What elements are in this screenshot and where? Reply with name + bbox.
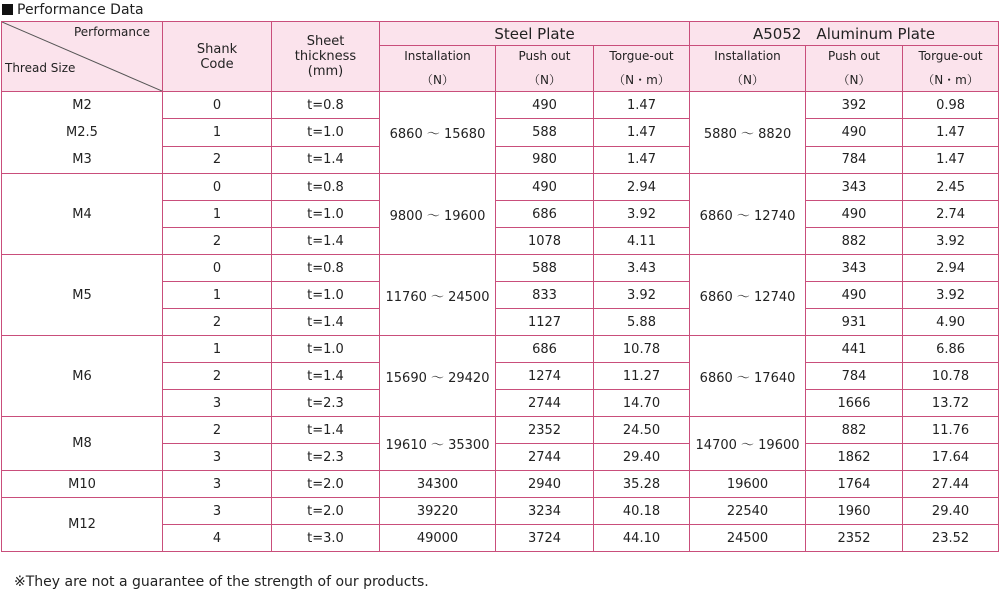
steel-push-out-cell: 588 [496, 255, 594, 282]
steel-push-out-cell: 2744 [496, 444, 594, 471]
steel-push-out-cell: 980 [496, 146, 594, 173]
shank-code-cell: 0 [163, 174, 272, 201]
steel-torque-out-cell: 14.70 [594, 390, 690, 417]
thread-size-cell: M10 [2, 471, 163, 498]
table-row [2, 417, 999, 444]
steel-torque-out-label: Torgue-out [609, 48, 674, 63]
aluminum-push-out-cell: 490 [806, 201, 903, 228]
aluminum-installation-cell: 5880 ～ 8820 [690, 92, 806, 174]
steel-push-out-cell: 490 [496, 92, 594, 119]
aluminum-plate-header: A5052 Aluminum Plate [690, 22, 999, 46]
steel-torque-out-cell: 1.47 [594, 146, 690, 173]
steel-torque-out-unit: （N・m） [613, 73, 670, 87]
steel-torque-out-cell: 44.10 [594, 525, 690, 552]
steel-push-out-cell: 833 [496, 282, 594, 309]
section-title [2, 1, 144, 19]
aluminum-torque-out-cell: 3.92 [903, 282, 999, 309]
shank-code-header: Shank Code [163, 22, 272, 92]
aluminum-torque-out-cell: 3.92 [903, 228, 999, 255]
steel-installation-cell: 49000 [380, 525, 496, 552]
steel-push-out-cell: 3724 [496, 525, 594, 552]
sheet-thickness-cell: t=2.3 [272, 390, 380, 417]
aluminum-installation-header [690, 46, 806, 92]
aluminum-installation-label: Installation [714, 48, 781, 63]
shank-code-cell: 2 [163, 309, 272, 336]
aluminum-torque-out-cell: 27.44 [903, 471, 999, 498]
corner-thread-size-label: Thread Size [5, 61, 76, 75]
steel-push-out-cell: 1274 [496, 363, 594, 390]
steel-push-out-cell: 3234 [496, 498, 594, 525]
sheet-thickness-cell: t=0.8 [272, 174, 380, 201]
steel-push-out-cell: 1127 [496, 309, 594, 336]
sheet-thickness-cell: t=0.8 [272, 92, 380, 119]
sheet-thickness-cell: t=3.0 [272, 525, 380, 552]
shank-code-cell: 1 [163, 119, 272, 146]
shank-code-cell: 0 [163, 255, 272, 282]
aluminum-installation-cell: 19600 [690, 471, 806, 498]
table-row [2, 92, 999, 119]
aluminum-push-out-cell: 784 [806, 146, 903, 173]
aluminum-installation-unit: （N） [731, 73, 765, 87]
table-row [2, 498, 999, 525]
sheet-thickness-cell: t=1.4 [272, 309, 380, 336]
steel-push-out-label: Push out [518, 48, 571, 63]
shank-code-cell: 2 [163, 146, 272, 173]
steel-torque-out-cell: 29.40 [594, 444, 690, 471]
sheet-thickness-cell: t=2.3 [272, 444, 380, 471]
steel-installation-cell: 11760 ～ 24500 [380, 255, 496, 336]
steel-torque-out-cell: 4.11 [594, 228, 690, 255]
table-row [2, 471, 999, 498]
steel-torque-out-cell: 3.92 [594, 282, 690, 309]
steel-torque-out-cell: 2.94 [594, 174, 690, 201]
shank-code-cell: 2 [163, 228, 272, 255]
sheet-thickness-cell: t=1.4 [272, 146, 380, 173]
steel-push-out-cell: 2940 [496, 471, 594, 498]
steel-torque-out-cell: 24.50 [594, 417, 690, 444]
aluminum-push-out-cell: 392 [806, 92, 903, 119]
shank-code-cell: 3 [163, 498, 272, 525]
aluminum-installation-cell: 6860 ～ 12740 [690, 174, 806, 255]
aluminum-push-out-cell: 441 [806, 336, 903, 363]
thread-size-cell: M12 [2, 498, 163, 552]
thread-size-cell: M5 [2, 255, 163, 336]
sheet-thickness-cell: t=1.4 [272, 417, 380, 444]
aluminum-torque-out-cell: 4.90 [903, 309, 999, 336]
aluminum-installation-cell: 6860 ～ 17640 [690, 336, 806, 417]
steel-torque-out-cell: 35.28 [594, 471, 690, 498]
shank-code-cell: 2 [163, 417, 272, 444]
aluminum-torque-out-cell: 1.47 [903, 146, 999, 173]
aluminum-torque-out-cell: 29.40 [903, 498, 999, 525]
steel-torque-out-header [594, 46, 690, 92]
aluminum-push-out-cell: 343 [806, 174, 903, 201]
aluminum-installation-cell: 24500 [690, 525, 806, 552]
shank-code-cell: 0 [163, 92, 272, 119]
aluminum-torque-out-cell: 2.94 [903, 255, 999, 282]
sheet-thickness-cell: t=1.4 [272, 363, 380, 390]
steel-torque-out-cell: 40.18 [594, 498, 690, 525]
aluminum-torque-out-cell: 23.52 [903, 525, 999, 552]
shank-code-cell: 1 [163, 336, 272, 363]
aluminum-push-out-cell: 931 [806, 309, 903, 336]
aluminum-push-out-cell: 343 [806, 255, 903, 282]
square-bullet-icon [2, 4, 13, 15]
corner-header [2, 22, 163, 92]
aluminum-torque-out-cell: 0.98 [903, 92, 999, 119]
shank-code-cell: 2 [163, 363, 272, 390]
steel-push-out-header [496, 46, 594, 92]
steel-torque-out-cell: 5.88 [594, 309, 690, 336]
table-body [2, 92, 999, 552]
shank-code-cell: 3 [163, 390, 272, 417]
aluminum-push-out-header [806, 46, 903, 92]
steel-torque-out-cell: 1.47 [594, 119, 690, 146]
disclaimer-note: ※They are not a guarantee of the strength of our products. [14, 574, 429, 590]
steel-push-out-cell: 2744 [496, 390, 594, 417]
sheet-thickness-cell: t=1.0 [272, 282, 380, 309]
aluminum-push-out-cell: 2352 [806, 525, 903, 552]
steel-push-out-cell: 490 [496, 174, 594, 201]
aluminum-installation-cell: 6860 ～ 12740 [690, 255, 806, 336]
steel-installation-cell: 15690 ～ 29420 [380, 336, 496, 417]
steel-installation-cell: 6860 ～ 15680 [380, 92, 496, 174]
shank-code-cell: 1 [163, 282, 272, 309]
sheet-thickness-cell: t=1.0 [272, 201, 380, 228]
aluminum-installation-cell: 22540 [690, 498, 806, 525]
aluminum-push-out-cell: 490 [806, 119, 903, 146]
aluminum-torque-out-cell: 6.86 [903, 336, 999, 363]
aluminum-torque-out-cell: 11.76 [903, 417, 999, 444]
steel-installation-cell: 39220 [380, 498, 496, 525]
thread-size-cell: M8 [2, 417, 163, 471]
steel-installation-cell: 19610 ～ 35300 [380, 417, 496, 471]
aluminum-torque-out-header [903, 46, 999, 92]
aluminum-push-out-cell: 1764 [806, 471, 903, 498]
steel-torque-out-cell: 3.92 [594, 201, 690, 228]
steel-torque-out-cell: 3.43 [594, 255, 690, 282]
aluminum-torque-out-cell: 17.64 [903, 444, 999, 471]
aluminum-torque-out-cell: 2.74 [903, 201, 999, 228]
aluminum-push-out-cell: 1666 [806, 390, 903, 417]
sheet-thickness-cell: t=2.0 [272, 498, 380, 525]
aluminum-torque-out-unit: （N・m） [922, 73, 979, 87]
shank-code-cell: 1 [163, 201, 272, 228]
table-row [2, 174, 999, 201]
steel-installation-header [380, 46, 496, 92]
sheet-thickness-header: Sheet thickness (mm) [272, 22, 380, 92]
aluminum-torque-out-cell: 2.45 [903, 174, 999, 201]
steel-push-out-unit: （N） [528, 73, 561, 87]
aluminum-push-out-cell: 1862 [806, 444, 903, 471]
steel-push-out-cell: 686 [496, 201, 594, 228]
aluminum-push-out-cell: 882 [806, 228, 903, 255]
shank-code-cell: 4 [163, 525, 272, 552]
sheet-thickness-cell: t=1.0 [272, 336, 380, 363]
sheet-thickness-cell: t=0.8 [272, 255, 380, 282]
aluminum-push-out-cell: 784 [806, 363, 903, 390]
aluminum-torque-out-label: Torgue-out [918, 48, 983, 63]
table-row [2, 336, 999, 363]
steel-push-out-cell: 686 [496, 336, 594, 363]
aluminum-push-out-unit: （N） [837, 73, 871, 87]
aluminum-push-out-cell: 882 [806, 417, 903, 444]
steel-torque-out-cell: 1.47 [594, 92, 690, 119]
aluminum-torque-out-cell: 1.47 [903, 119, 999, 146]
section-title-text: Performance Data [17, 2, 144, 18]
steel-installation-unit: （N） [421, 73, 454, 87]
sheet-thickness-cell: t=1.0 [272, 119, 380, 146]
sheet-thickness-cell: t=2.0 [272, 471, 380, 498]
thread-size-cell: M4 [2, 174, 163, 255]
aluminum-push-out-cell: 490 [806, 282, 903, 309]
steel-torque-out-cell: 10.78 [594, 336, 690, 363]
steel-plate-header: Steel Plate [380, 22, 690, 46]
steel-push-out-cell: 588 [496, 119, 594, 146]
corner-performance-label: Performance [73, 25, 150, 39]
steel-push-out-cell: 1078 [496, 228, 594, 255]
aluminum-push-out-cell: 1960 [806, 498, 903, 525]
thread-size-cell: M2 M2.5 M3 [2, 92, 163, 174]
steel-push-out-cell: 2352 [496, 417, 594, 444]
aluminum-push-out-label: Push out [828, 48, 881, 63]
aluminum-torque-out-cell: 10.78 [903, 363, 999, 390]
sheet-thickness-cell: t=1.4 [272, 228, 380, 255]
aluminum-installation-cell: 14700 ～ 19600 [690, 417, 806, 471]
performance-table [1, 21, 999, 552]
steel-installation-cell: 34300 [380, 471, 496, 498]
shank-code-cell: 3 [163, 471, 272, 498]
shank-code-cell: 3 [163, 444, 272, 471]
aluminum-torque-out-cell: 13.72 [903, 390, 999, 417]
table-row [2, 255, 999, 282]
thread-size-cell: M6 [2, 336, 163, 417]
steel-installation-label: Installation [404, 48, 471, 63]
steel-torque-out-cell: 11.27 [594, 363, 690, 390]
steel-installation-cell: 9800 ～ 19600 [380, 174, 496, 255]
